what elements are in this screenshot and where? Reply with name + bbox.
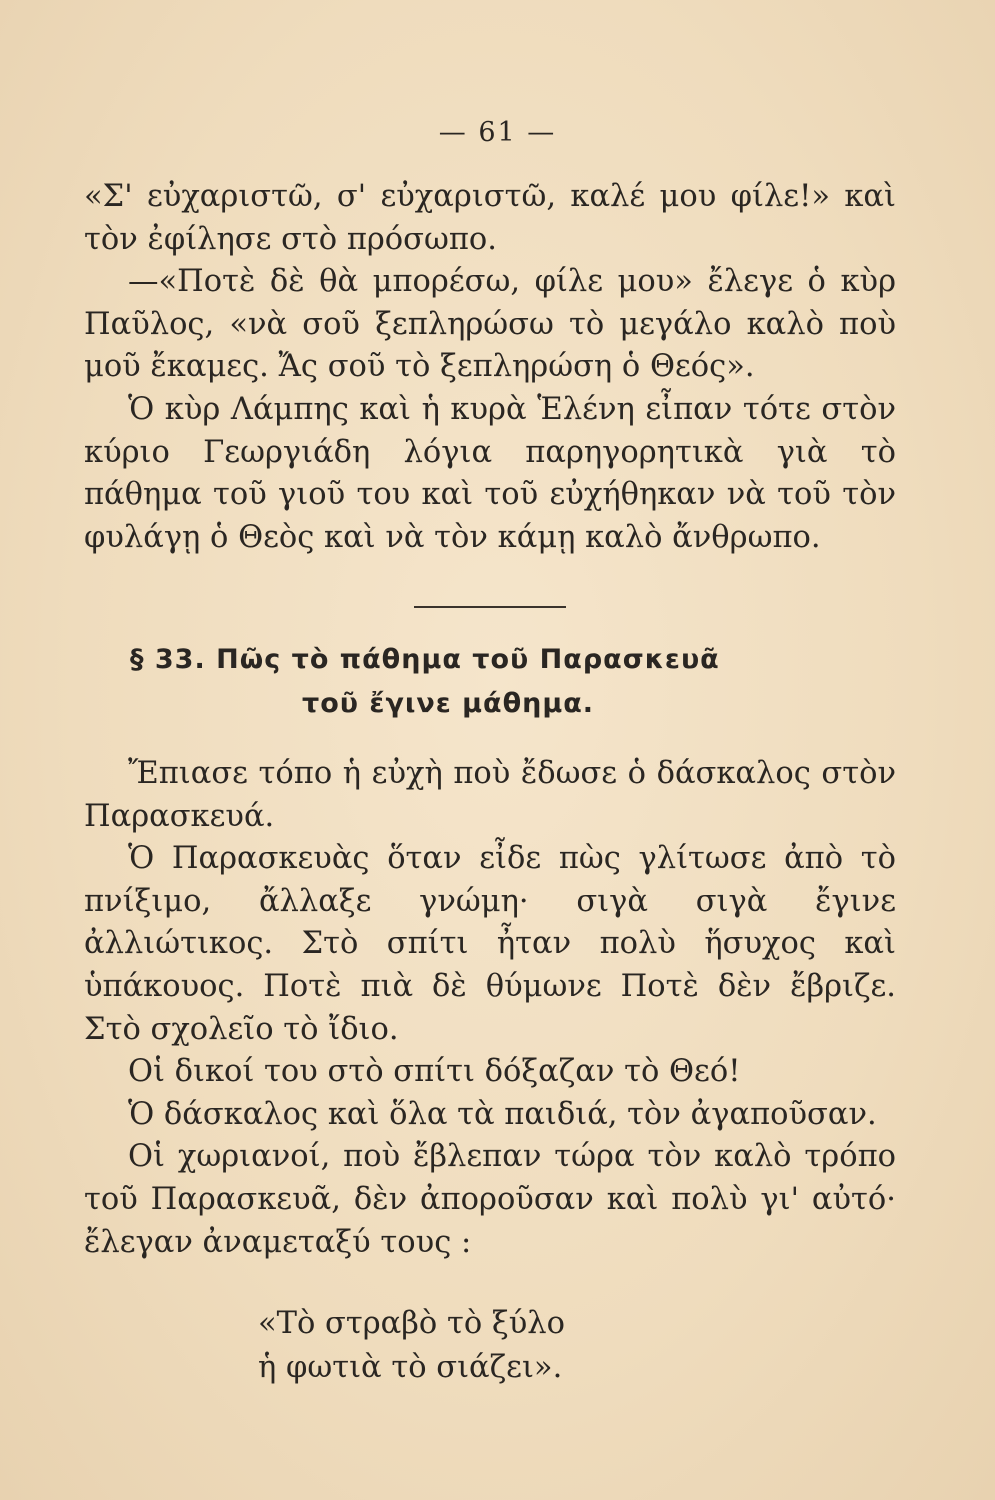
section-divider: [414, 606, 566, 608]
verse-quote: [258, 1302, 565, 1390]
section-heading: [130, 638, 890, 726]
verse-line-1: «Τὸ στραβὸ τὸ ξύλο: [258, 1306, 565, 1341]
page-number: — 61 —: [438, 117, 557, 148]
paragraph: Ὁ κὺρ Λάμπης καὶ ἡ κυρὰ Ἑλένη εἶπαν τότε στὸν κύριο Γεωργιάδη λόγια παρηγορητικὰ γιὰ τὸ πάθημα τοῦ γιοῦ του καὶ τοῦ εὐχήθηκαν νὰ τοῦ τὸν φυλάγῃ ὁ Θεὸς καὶ νὰ τὸν κάμῃ καλὸ ἄνθρωπο.: [84, 391, 896, 555]
paragraph: Οἱ χωριανοί, ποὺ ἔβλεπαν τώρα τὸν καλὸ τρόπο τοῦ Παρασκευᾶ, δὲν ἀποροῦσαν καὶ πολὺ γι' αὐτό· ἔλεγαν ἀναμεταξύ τους :: [84, 1139, 896, 1260]
paragraph: Ὁ δάσκαλος καὶ ὅλα τὰ παιδιά, τὸν ἀγαποῦσαν.: [128, 1096, 877, 1132]
paragraph: «Σ' εὐχαριστῶ, σ' εὐχαριστῶ, καλέ μου φίλε!» καὶ τὸν ἐφίλησε στὸ πρόσωπο.: [84, 179, 896, 257]
paragraph: —«Ποτὲ δὲ θὰ μπορέσω, φίλε μου» ἔλεγε ὁ κὺρ Παῦλος, «νὰ σοῦ ξεπληρώσω τὸ μεγάλο καλὸ ποὺ μοῦ ἔκαμες. Ἄς σοῦ τὸ ξεπληρώση ὁ Θεός».: [84, 264, 896, 385]
paragraph: Οἱ δικοί του στὸ σπίτι δόξαζαν τὸ Θεό!: [128, 1054, 741, 1090]
paragraph: Ἔπιασε τόπο ἡ εὐχὴ ποὺ ἔδωσε ὁ δάσκαλος στὸν Παρασκευά.: [84, 756, 896, 834]
section-text-1: [84, 176, 896, 559]
heading-line-2: τοῦ ἔγινε μάθημα.: [302, 688, 595, 719]
section-text-2: [84, 753, 896, 1264]
heading-line-1: § 33. Πῶς τὸ πάθημα τοῦ Παρασκευᾶ: [130, 644, 720, 675]
verse-line-2: ἡ φωτιὰ τὸ σιάζει».: [258, 1350, 563, 1385]
paragraph: Ὁ Παρασκευὰς ὅταν εἶδε πὼς γλίτωσε ἀπὸ τὸ πνίξιμο, ἄλλαξε γνώμη· σιγὰ σιγὰ ἔγινε ἀλλιώτικος. Στὸ σπίτι ἦταν πολὺ ἥσυχος καὶ ὑπάκουος. Ποτὲ πιὰ δὲ θύμωνε Ποτὲ δὲν ἔβριζε. Στὸ σχολεῖο τὸ ἴδιο.: [84, 841, 896, 1047]
